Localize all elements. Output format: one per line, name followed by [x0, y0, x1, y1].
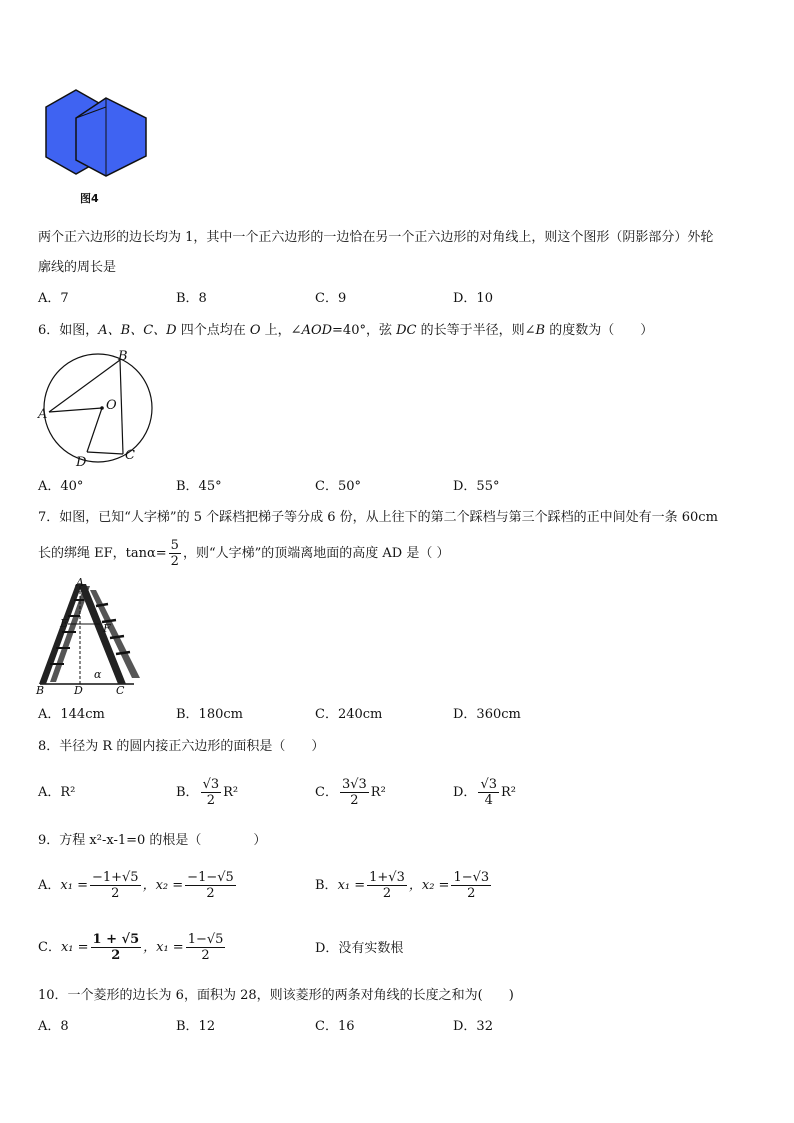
- hexagon-figure: [36, 84, 156, 188]
- q5-option-b: B．8: [176, 291, 207, 306]
- q7-option-b: B．180cm: [176, 707, 243, 722]
- q7-label-e: E: [60, 617, 69, 630]
- q10-option-d: D．32: [453, 1019, 493, 1034]
- q9-option-c: C．x₁ = $\frac{1 + √5}{2}$ ，x₁ = $\frac{1-√5}{2}$: [38, 932, 224, 963]
- q6-option-b: B．45°: [176, 479, 222, 494]
- q6-option-c: C．50°: [315, 479, 361, 494]
- q10-option-b: B．12: [176, 1019, 216, 1034]
- q10-stem: 10．一个菱形的边长为 6，面积为 28，则该菱形的两条对角线的长度之和为( ): [38, 988, 514, 1003]
- q9-option-b: B．x₁ = $\frac{1+√3}{2}$ ，x₂ = $\frac{1-√3}{2}$: [315, 870, 490, 901]
- q9-option-a: A．x₁ = $\frac{-1+√5}{2}$ ，x₂ = $\frac{-1-√5}{2}$: [38, 870, 234, 901]
- q8-option-c: C． $\frac{3√3}{2}$ R²: [315, 777, 386, 808]
- q8-stem: 8．半径为 R 的圆内接正六边形的面积是（ ）: [38, 739, 325, 754]
- q7-label-d: D: [74, 684, 83, 697]
- q6-label-a: A: [38, 407, 48, 422]
- q6-label-c: C: [125, 448, 135, 463]
- q7-label-c: C: [116, 684, 125, 697]
- ladder-figure: [34, 578, 146, 690]
- q5-stem-line2: 廓线的周长是: [38, 260, 117, 275]
- q7-label-b: B: [36, 684, 45, 697]
- q6-option-d: D．55°: [453, 479, 500, 494]
- q9-option-d: D．没有实数根: [315, 941, 404, 956]
- q7-option-c: C．240cm: [315, 707, 383, 722]
- q6-option-a: A．40°: [38, 479, 84, 494]
- q8-option-b: B． $\frac{√3}{2}$ R²: [176, 777, 239, 808]
- q8-option-a: A．R²: [38, 785, 76, 800]
- q5-option-a: A．7: [38, 291, 69, 306]
- circle-figure: [34, 346, 158, 470]
- q8-option-d: D． $\frac{√3}{4}$ R²: [453, 777, 516, 808]
- q6-label-b: B: [118, 349, 128, 364]
- q5-stem-line1: 两个正六边形的边长均为 1，其中一个正六边形的一边恰在另一个正六边形的对角线上，则这个图形（阴影部分）外轮: [38, 230, 714, 245]
- q7-stem-line1: 7．如图，已知“人字梯”的 5 个踩档把梯子等分成 6 份，从上往下的第二个踩档与第三个踩档的正中间处有一条 60cm: [38, 510, 718, 525]
- q7-option-a: A．144cm: [38, 707, 105, 722]
- q7-label-f: F: [103, 622, 111, 635]
- q5-option-d: D．10: [453, 291, 493, 306]
- q6-label-o: O: [106, 398, 117, 413]
- q10-option-a: A．8: [38, 1019, 69, 1034]
- q10-option-c: C．16: [315, 1019, 355, 1034]
- q9-stem: 9．方程 x²-x-1=0 的根是（ ）: [38, 833, 267, 848]
- figure-caption: 图4: [80, 192, 99, 205]
- q5-option-c: C．9: [315, 291, 347, 306]
- q7-label-alpha: α: [94, 668, 102, 681]
- q7-option-d: D．360cm: [453, 707, 521, 722]
- q6-label-d: D: [76, 455, 87, 470]
- q7-stem-line2: 长的绑绳 EF，tanα= $\frac{5}{2}$ ，则“人字梯”的顶端离地面的高度 AD 是（ ）: [38, 538, 450, 569]
- q6-stem: 6．如图，A、B、C、D 四个点均在 O 上，∠AOD=40°，弦 DC 的长等于半径，则∠B 的度数为（ ）: [38, 323, 654, 338]
- q7-label-a: A: [76, 576, 84, 589]
